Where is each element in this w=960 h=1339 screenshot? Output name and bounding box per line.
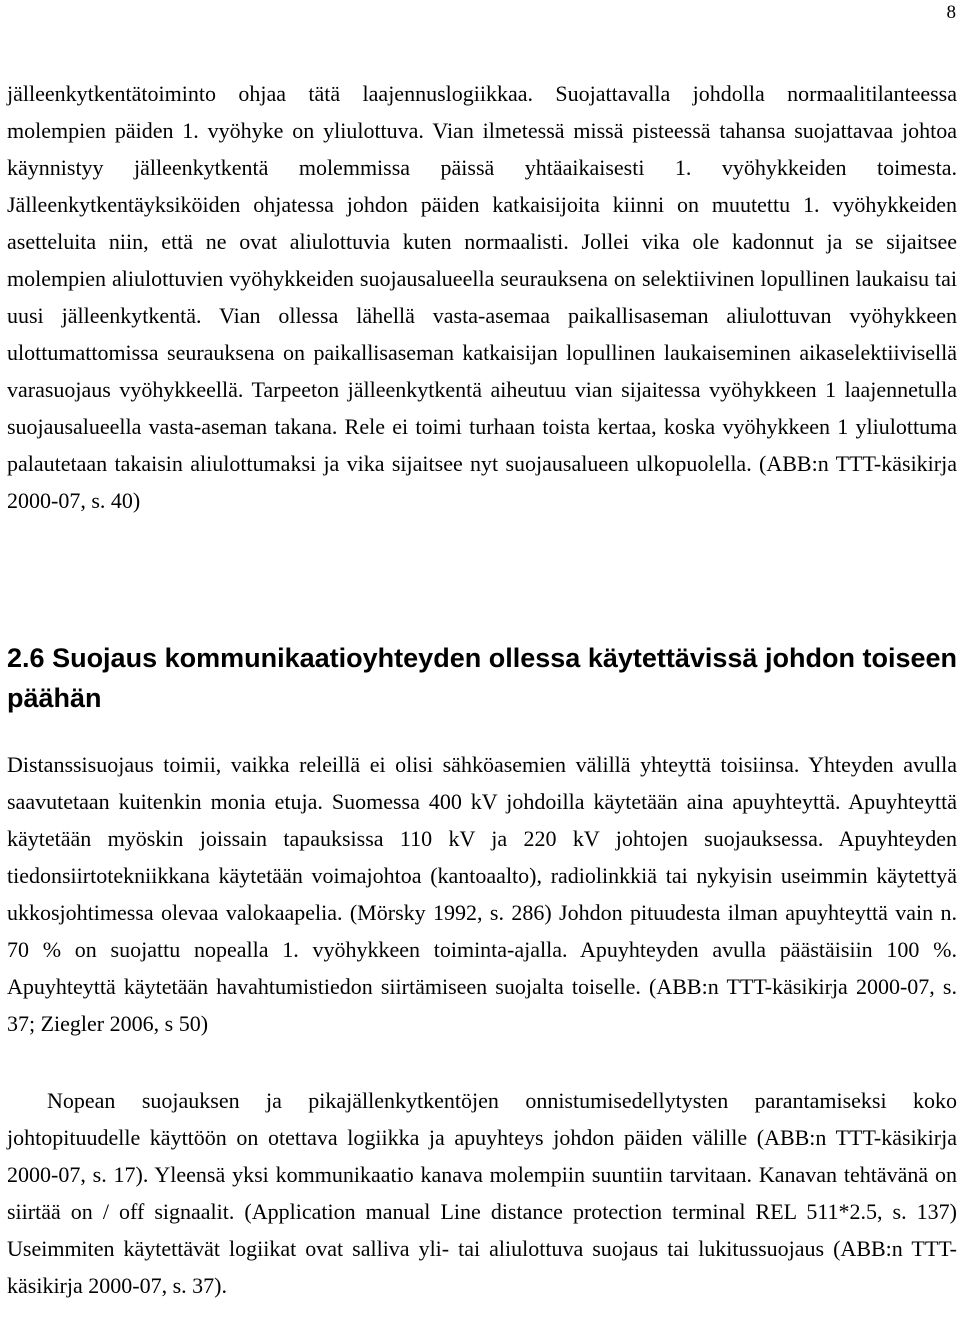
section-heading: 2.6 Suojaus kommunikaatioyhteyden ollessa käytettävissä johdon toiseen päähän <box>7 643 957 713</box>
body-paragraph-1: jälleenkytkentätoiminto ohjaa tätä laajennuslogiikkaa. Suojattavalla johdolla normaalitilanteessa molempien päiden 1. vyöhyke on yliulottuva. Vian ilmetessä missä pisteessä tahansa suojattavaa johtoa käynnistyy jälleenkytkentä molemmissa päissä yhtäaikaisesti 1. vyöhykkeiden toimesta. Jälleenkytkentäyksiköiden ohjatessa johdon päiden katkaisijoita kiinni on muutettu 1. vyöhykkeiden asetteluita niin, että ne ovat aliulottuvia kuten normaalisti. Jollei vika ole kadonnut ja se sijaitsee molempien aliulottuvien vyöhykkeiden suojausalueella seurauksena on selektiivinen lopullinen laukaisu tai uusi jälleenkytkentä. Vian ollessa lähellä vasta-asemaa paikallisaseman aliulottuvan vyöhykkeen ulottumattomissa seurauksena on paikallisaseman katkaisijan lopullinen laukaiseminen aikaselektiivisellä varasuojaus vyöhykkeellä. Tarpeeton jälleenkytkentä aiheutuu vian sijaitessa vyöhykkeen 1 laajennetulla suojausalueella vasta-aseman takana. Rele ei toimi turhaan toista kertaa, koska vyöhykkeen 1 yliulottuma palautetaan takaisin aliulottumaksi ja vika sijaitsee nyt suojausalueen ulkopuolella. (ABB:n TTT-käsikirja 2000-07, s. 40) <box>7 81 957 513</box>
page-number: 8 <box>946 2 956 23</box>
body-paragraph-3: Nopean suojauksen ja pikajällenkytkentöjen onnistumisedellytysten parantamiseksi koko johtopituudelle käyttöön on otettava logiikka ja apuyhteys johdon päiden välille (ABB:n TTT-käsikirja 2000-07, s. 17). Yleensä yksi kommunikaatio kanava molempiin suuntiin tarvitaan. Kanavan tehtävänä on siirtää on / off signaalit. (Application manual Line distance protection terminal REL 511*2.5, s. 137) Useimmiten käytettävät logiikat ovat salliva yli- tai aliulottuva suojaus tai lukitussuojaus (ABB:n TTT-käsikirja 2000-07, s. 37). <box>7 1088 957 1298</box>
body-paragraph-2: Distanssisuojaus toimii, vaikka releillä ei olisi sähköasemien välillä yhteyttä toisiinsa. Yhteyden avulla saavutetaan kuitenkin monia etuja. Suomessa 400 kV johdoilla käytetään aina apuyhteyttä. Apuyhteyttä käytetään myöskin joissain tapauksissa 110 kV ja 220 kV johtojen suojauksessa. Apuyhteyden tiedonsiirtotekniikkana käytetään voimajohtoa (kantoaalto), radiolinkkiä tai nykyisin useimmin käytettyä ukkosjohtimessa olevaa valokaapelia. (Mörsky 1992, s. 286) Johdon pituudesta ilman apuyhteyttä vain n. 70 % on suojattu nopealla 1. vyöhykkeen toiminta-ajalla. Apuyhteyden avulla päästäisiin 100 %. Apuyhteyttä käytetään havahtumistiedon siirtämiseen suojalta toiselle. (ABB:n TTT-käsikirja 2000-07, s. 37; Ziegler 2006, s 50) <box>7 752 957 1036</box>
